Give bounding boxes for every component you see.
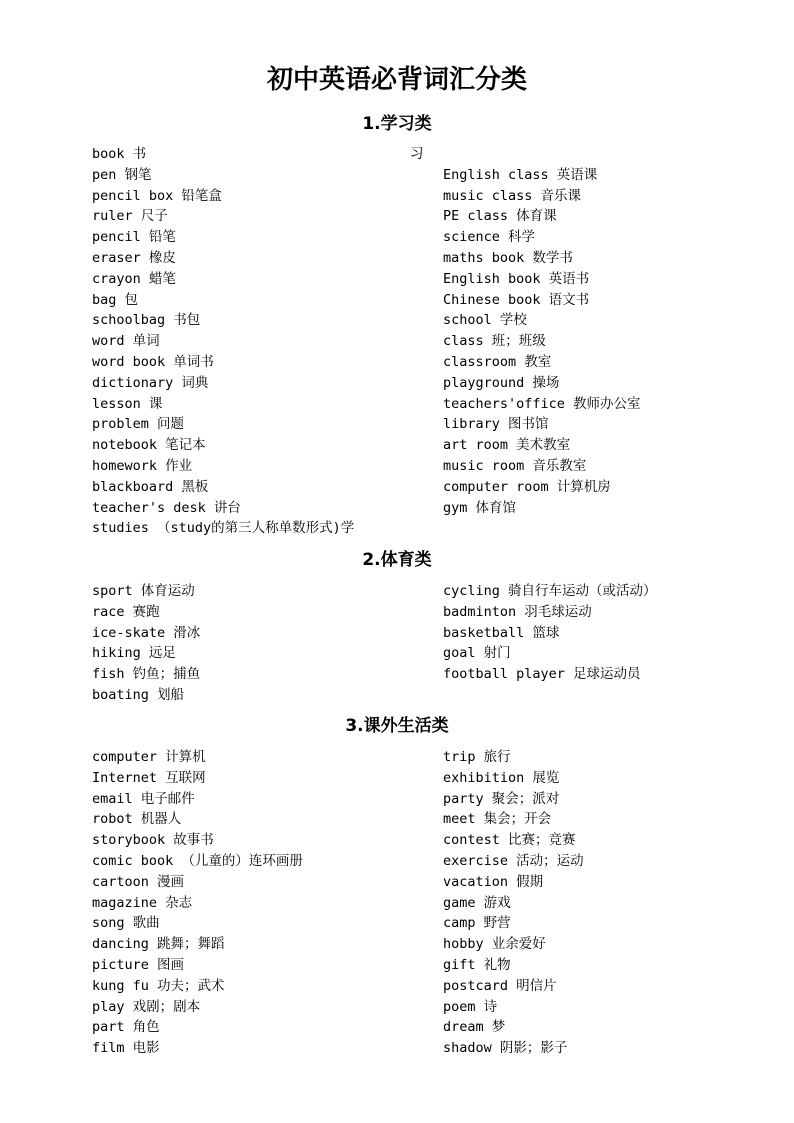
vocab-item: cartoon 漫画: [92, 873, 185, 890]
vocab-item: film 电影: [92, 1040, 160, 1057]
vocab-item: PE class 体育课: [443, 208, 557, 225]
vocab-item: vacation 假期: [443, 873, 544, 890]
vocab-item: library 图书馆: [443, 416, 549, 433]
vocab-item: pencil box 铅笔盒: [92, 187, 222, 204]
vocab-item: contest 比赛；竞赛: [443, 832, 576, 849]
vocab-item: goal 射门: [443, 645, 511, 662]
study-left-list: [92, 144, 437, 539]
vocab-item: kung fu 功夫；武术: [92, 977, 225, 994]
vocab-item: music room 音乐教室: [443, 457, 587, 474]
vocab-item: shadow 阴影；影子: [443, 1040, 568, 1057]
sports-right-list: [443, 581, 788, 685]
vocab-item: trip 旅行: [443, 749, 511, 765]
vocab-item: teacher's desk 讲台: [92, 499, 241, 516]
stray-character: 习: [410, 146, 424, 162]
vocab-item: football player 足球运动员: [443, 666, 641, 683]
vocab-item: English book 英语书: [443, 270, 590, 287]
vocab-item: lesson 课: [92, 395, 163, 412]
vocab-item: boating 划船: [92, 686, 185, 703]
vocab-item: art room 美术教室: [443, 437, 571, 454]
vocab-item: word 单词: [92, 333, 160, 350]
vocab-item: poem 诗: [443, 998, 498, 1015]
vocab-item: [443, 144, 788, 165]
vocab-item: song 歌曲: [92, 915, 160, 932]
vocab-item: science 科学: [443, 229, 536, 246]
vocab-item: bag 包: [92, 291, 139, 308]
vocab-item: dancing 跳舞；舞蹈: [92, 936, 225, 953]
vocab-item: maths book 数学书: [443, 249, 573, 266]
vocab-item: music class 音乐课: [443, 187, 582, 204]
vocab-item: notebook 笔记本: [92, 437, 206, 454]
vocab-item: race 赛跑: [92, 603, 160, 620]
vocab-item: dream 梦: [443, 1019, 506, 1036]
vocab-item: party 聚会；派对: [443, 790, 560, 807]
vocab-item: blackboard 黑板: [92, 478, 209, 495]
vocab-item: problem 问题: [92, 416, 185, 433]
vocab-item: robot 机器人: [92, 811, 182, 828]
vocab-item: fish 钓鱼；捕鱼: [92, 666, 201, 683]
vocab-item: comic book （儿童的）连环画册: [92, 852, 303, 869]
vocab-item: part 角色: [92, 1019, 160, 1036]
vocab-item: English class 英语课: [443, 166, 598, 183]
vocab-item: Chinese book 语文书: [443, 291, 590, 308]
section-heading-sports: 2.体育类: [362, 550, 432, 570]
study-right-list: [443, 144, 788, 518]
vocab-item: computer room 计算机房: [443, 478, 611, 495]
vocab-item: book 书: [92, 146, 147, 162]
vocab-item: studies （study的第三人称单数形式)学: [92, 520, 355, 537]
vocab-item: crayon 蜡笔: [92, 270, 176, 287]
vocab-item: cycling 骑自行车运动（或活动）: [443, 583, 657, 599]
vocab-item: sport 体育运动: [92, 583, 195, 599]
vocab-item: magazine 杂志: [92, 894, 193, 911]
vocab-item: dictionary 词典: [92, 374, 209, 391]
extracurricular-right-list: [443, 747, 788, 1059]
vocab-item: game 游戏: [443, 894, 511, 911]
section-heading-study: 1.学习类: [362, 114, 432, 134]
section-heading-extracurricular: 3.课外生活类: [345, 716, 449, 736]
vocab-item: pencil 铅笔: [92, 229, 176, 246]
vocab-item: gift 礼物: [443, 956, 511, 973]
vocab-item: word book 单词书: [92, 353, 214, 370]
vocab-item: schoolbag 书包: [92, 312, 201, 329]
vocab-item: gym 体育馆: [443, 499, 517, 516]
vocab-item: exercise 活动；运动: [443, 852, 584, 869]
vocab-item: hobby 业余爱好: [443, 936, 546, 953]
vocab-item: classroom 教室: [443, 353, 552, 370]
vocab-item: computer 计算机: [92, 749, 206, 765]
vocab-item: postcard 明信片: [443, 977, 557, 994]
vocab-item: email 电子邮件: [92, 790, 195, 807]
vocab-item: class 班；班级: [443, 333, 546, 350]
vocab-item: playground 操场: [443, 374, 560, 391]
vocab-item: Internet 互联网: [92, 769, 206, 786]
vocab-item: ice-skate 滑冰: [92, 624, 201, 641]
vocab-item: meet 集会；开会: [443, 811, 552, 828]
vocab-item: camp 野营: [443, 915, 511, 932]
vocab-item: storybook 故事书: [92, 832, 214, 849]
page-title: 初中英语必背词汇分类: [266, 65, 527, 95]
vocab-item: exhibition 展览: [443, 769, 560, 786]
vocab-item: eraser 橡皮: [92, 249, 176, 266]
vocab-item: teachers'office 教师办公室: [443, 395, 641, 412]
vocab-item: ruler 尺子: [92, 208, 168, 225]
vocab-item: basketball 篮球: [443, 624, 560, 641]
vocab-item: school 学校: [443, 312, 527, 329]
vocab-item: hiking 远足: [92, 645, 176, 662]
extracurricular-left-list: [92, 747, 437, 1059]
sports-left-list: [92, 581, 437, 706]
vocab-item: pen 钢笔: [92, 166, 152, 183]
vocab-item: homework 作业: [92, 457, 193, 474]
vocab-item: play 戏剧；剧本: [92, 998, 201, 1015]
vocab-item: badminton 羽毛球运动: [443, 603, 592, 620]
vocab-item: picture 图画: [92, 956, 185, 973]
